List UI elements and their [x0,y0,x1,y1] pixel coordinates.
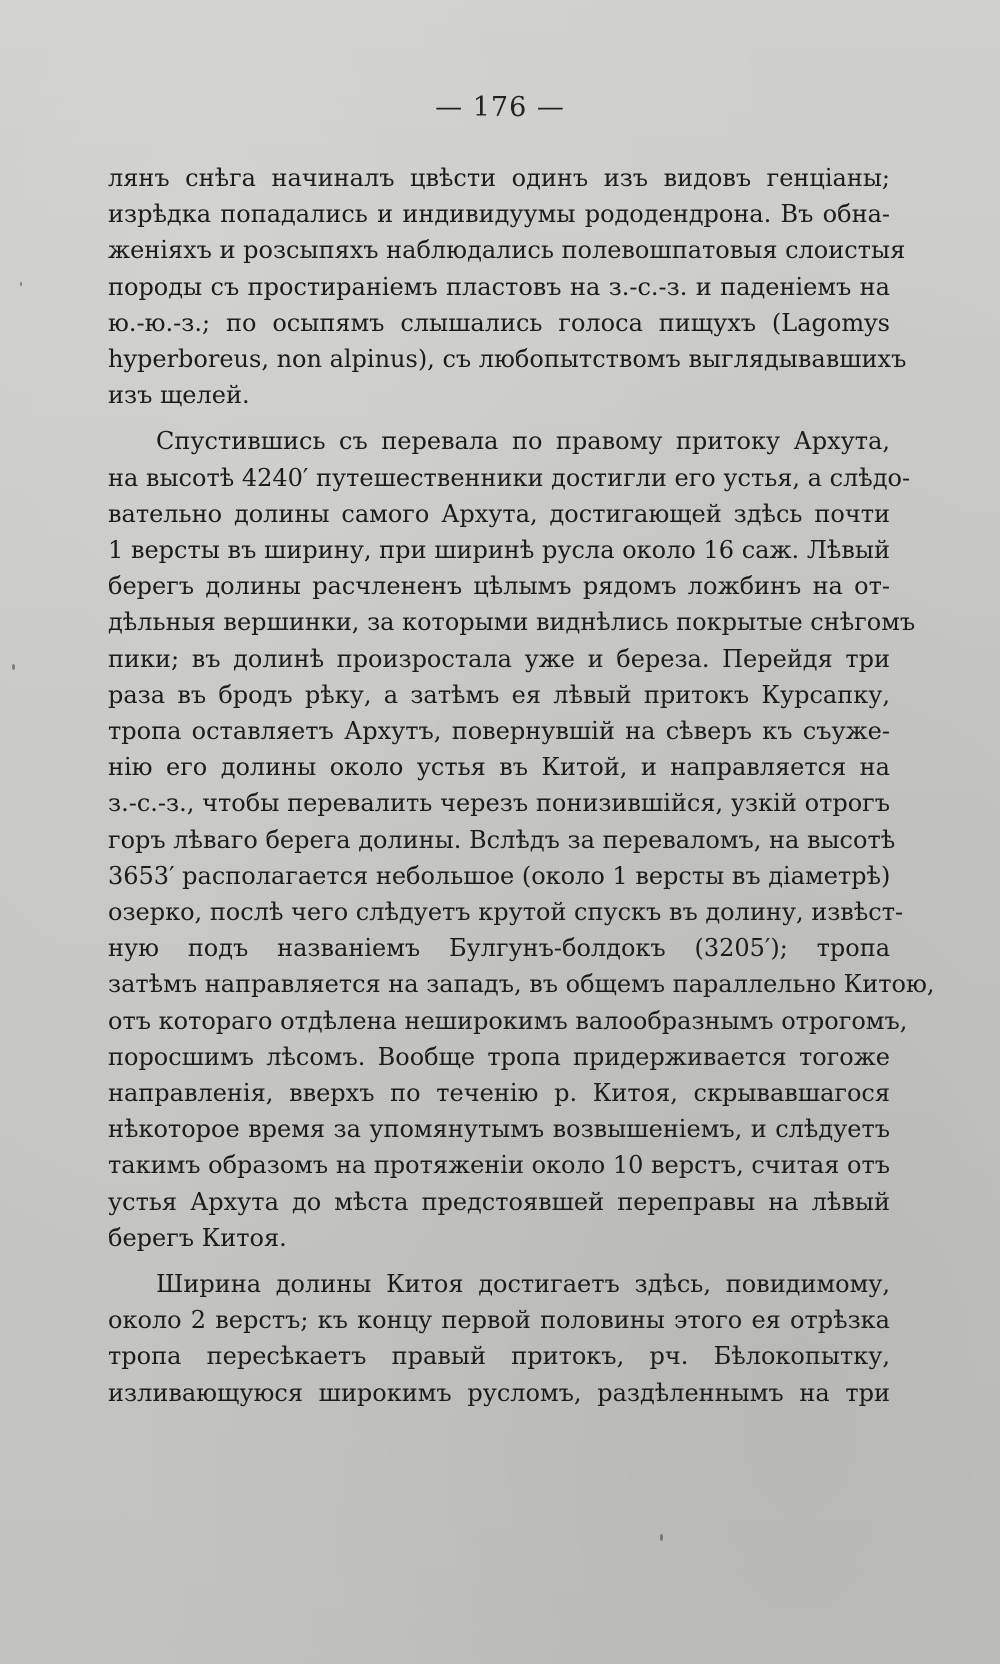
text-line: дѣльныя вершинки, за которыми виднѣлись покрытые снѣгомъ [108,608,916,636]
text-line: нію его долины около устья въ Китой, и направляется на [108,753,890,781]
text-line: 3653′ располагается небольшое (около 1 версты въ діаметрѣ) [108,862,891,890]
text-line: hyperboreus, non alpinus), съ любопытствомъ выглядывавшихъ [108,345,907,373]
text-line: з.-с.-з., чтобы перевалить черезъ понизившійся, узкій отрогъ [108,789,890,817]
text-line: затѣмъ направляется на западъ, въ общемъ параллельно Китою, [108,970,935,998]
paper-speck [12,664,15,670]
text-line: лянъ снѣга начиналъ цвѣсти одинъ изъ видовъ генціаны; [108,164,890,192]
page-number: — 176 — [435,92,565,123]
text-line: около 2 верстъ; къ концу первой половины этого ея отрѣзка [108,1306,890,1334]
text-line: вательно долины самого Архута, достигающей здѣсь почти [108,500,890,528]
text-line: пики; въ долинѣ произростала уже и береза. Перейдя три [108,645,890,673]
text-line: берегъ Китоя. [108,1224,287,1252]
text-line: берегъ долины расчлененъ цѣлымъ рядомъ ложбинъ на от- [108,572,890,600]
text-line: Ширина долины Китоя достигаетъ здѣсь, повидимому, [156,1270,890,1298]
text-line: породы съ простираніемъ пластовъ на з.-с.-з. и паденіемъ на [108,273,890,301]
text-line: изрѣдка попадались и индивидуумы рододендрона. Въ обна- [108,200,890,228]
text-line: тропа оставляетъ Архутъ, повернувшій на сѣверъ къ съуже- [108,717,890,745]
text-line: изъ щелей. [108,381,250,409]
text-line: такимъ образомъ на протяженіи около 10 верстъ, считая отъ [108,1151,890,1179]
text-line: горъ лѣваго берега долины. Вслѣдъ за переваломъ, на высотѣ [108,826,896,854]
text-line: 1 версты въ ширину, при ширинѣ русла около 16 саж. Лѣвый [108,536,890,564]
text-line: Спустившись съ перевала по правому притоку Архута, [156,427,890,455]
text-line: озерко, послѣ чего слѣдуетъ крутой спускъ въ долину, извѣст- [108,898,904,926]
paper-speck [20,282,22,286]
text-line: на высотѣ 4240′ путешественники достигли его устья, а слѣдо- [108,464,911,492]
text-line: ю.-ю.-з.; по осыпямъ слышались голоса пищухъ (Lagomys [108,309,890,337]
text-line: тропа пересѣкаетъ правый притокъ, рч. Бѣлокопытку, [108,1342,890,1370]
text-line: направленія, вверхъ по теченію р. Китоя, скрывавшагося [108,1079,890,1107]
text-line: раза въ бродъ рѣку, а затѣмъ ея лѣвый притокъ Курсапку, [108,681,890,709]
text-line: ную подъ названіемъ Булгунъ-болдокъ (3205′); тропа [108,934,890,962]
text-line: отъ котораго отдѣлена неширокимъ валообразнымъ отрогомъ, [108,1007,908,1035]
text-line: женіяхъ и розсыпяхъ наблюдались полевошпатовыя слоистыя [108,236,906,264]
text-line: нѣкоторое время за упомянутымъ возвышеніемъ, и слѣдуетъ [108,1115,890,1143]
paper-speck [660,1534,663,1541]
text-line: устья Архута до мѣста предстоявшей переправы на лѣвый [108,1188,890,1216]
text-line: изливающуюся широкимъ русломъ, раздѣленнымъ на три [108,1379,890,1407]
text-line: поросшимъ лѣсомъ. Вообще тропа придерживается тогоже [108,1043,890,1071]
